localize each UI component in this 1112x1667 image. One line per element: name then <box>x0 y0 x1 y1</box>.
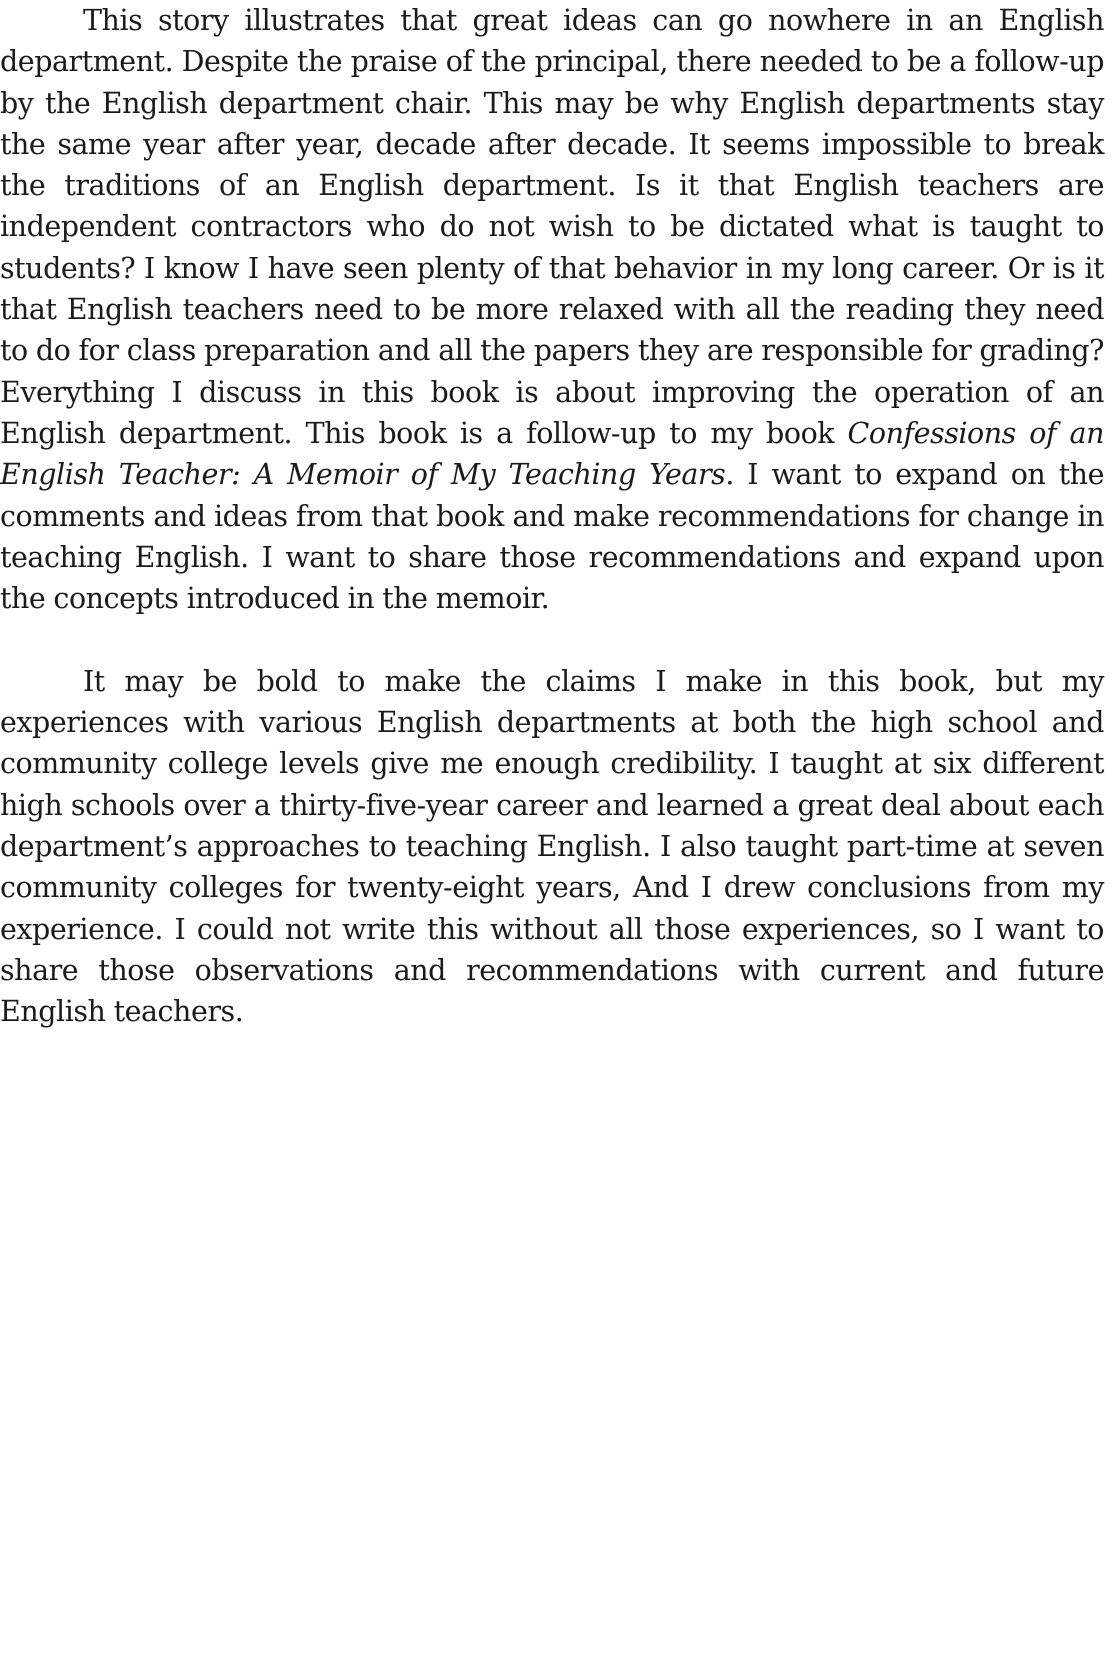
paragraph-1-text-end: . I want to expand on the comments and ideas from that book and make recommendations for change in teaching English. I want to share those recommendations and expand upon the concepts introduced in the memoir. <box>0 458 1104 616</box>
paragraph-1 <box>0 0 1104 619</box>
book-title: Confessions of an English Teacher: A Memoir of My Teaching Years <box>0 416 1104 492</box>
paragraph-1-text-start: This story illustrates that great ideas can go nowhere in an English department. Despite the praise of the principal, there needed to be a follow-up by the English department chair. This may be why English departments stay the same year after year, decade after decade. It seems impossible to break the traditions of an English department. Is it that English teachers are independent contractors who do not wish to be dictated what is taught to students? I know I have seen plenty of that behavior in my long career. Or is it that English teachers need to be more relaxed with all the reading they need to do for class preparation and all the papers they are responsible for grading? Everything I discuss in this book is about improving the operation of an English department. This book is a follow-up to my book <box>0 4 1104 450</box>
paragraph-2: It may be bold to make the claims I make in this book, but my experiences with various English departments at both the high school and community college levels give me enough credibility. I taught at six different high schools over a thirty-five-year career and learned a great deal about each department’s approaches to teaching English. I also taught part-time at seven community colleges for twenty-eight years, And I drew conclusions from my experience. I could not write this without all those experiences, so I want to share those observations and recommendations with current and future English teachers. <box>0 664 1104 1029</box>
